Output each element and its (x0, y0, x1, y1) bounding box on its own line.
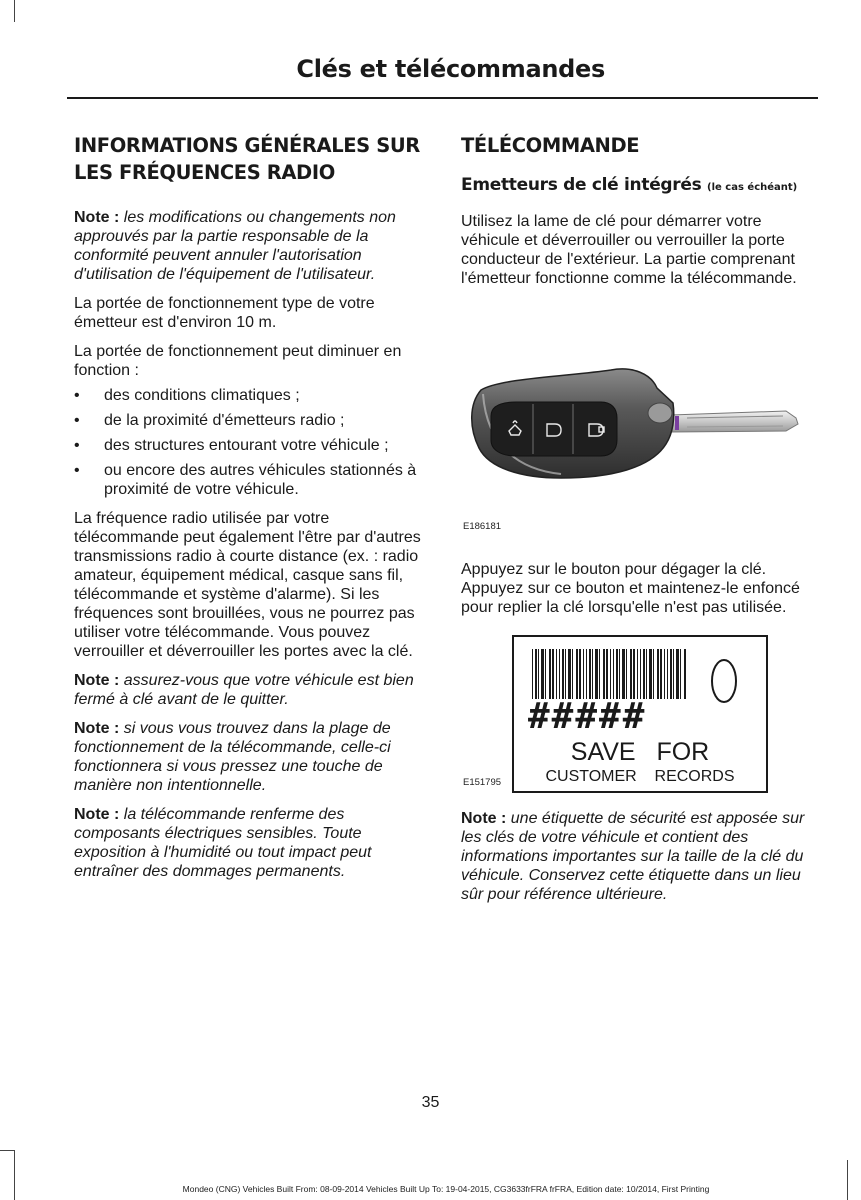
note-unintentional-press (74, 719, 426, 795)
note-text: assurez-vous que votre véhicule est bien fermé à clé avant de le quitter. (74, 672, 414, 708)
title-rule (67, 97, 818, 99)
conditions-list (74, 386, 426, 499)
section-heading-radio: INFORMATIONS GÉNÉRALES SUR LES FRÉQUENCES RADIO (74, 134, 420, 184)
figure-id: E151795 (463, 777, 502, 788)
list-item: • ou encore des autres véhicules stationnés à proximité de votre véhicule. (74, 462, 417, 498)
bullet-icon: • (74, 437, 80, 454)
footer-edition-info: Mondeo (CNG) Vehicles Built From: 08-09-2014 Vehicles Built Up To: 19-04-2015, CG3633frFRA frFRA, Edition date: 10/2014, First Printing (182, 1184, 710, 1194)
note-text: si vous vous trouvez dans la plage de fonctionnement de la télécommande, celle-ci fonctionnera si vous pressez une touche de manière non intentionnelle. (74, 720, 391, 794)
key-fob-body (472, 369, 674, 478)
figure-id: E186181 (463, 521, 502, 532)
subheading-integrated-key: Emetteurs de clé intégrés (le cas échéant) (461, 175, 798, 195)
page-number: 35 (421, 1094, 440, 1111)
note-label: Note : (461, 810, 507, 827)
page-title: Clés et télécommandes (296, 55, 605, 83)
barcode-icon (530, 649, 690, 699)
list-item: • des conditions climatiques ; (74, 387, 300, 404)
key-number-placeholder: ##### (528, 696, 647, 737)
paragraph-key-blade: Utilisez la lame de clé pour démarrer votre véhicule et déverrouiller ou verrouiller la porte conducteur de l'extérieur. La partie comprenant l'émetteur fonctionne comme la télécommande. (461, 213, 797, 287)
crop-mark-bottom-right (847, 1160, 848, 1200)
bullet-icon: • (74, 387, 80, 404)
bullet-icon: • (74, 462, 80, 479)
paragraph-frequency: La fréquence radio utilisée par votre télécommande peut également l'être par d'autres transmissions radio à courte distance (ex. : radio amateur, équipement médical, casque sans fil, télécommande et système d'alarme). Si les fréquences sont brouillées, vous ne pourrez pas utiliser votre télécommande. Vous pouvez verrouiller et déverrouiller les portes avec la clé. (74, 510, 421, 660)
note-label: Note : (74, 672, 120, 689)
security-tag-figure (461, 635, 813, 805)
list-item: • de la proximité d'émetteurs radio ; (74, 412, 345, 429)
section-heading-remote: TÉLÉCOMMANDE (461, 134, 640, 157)
security-tag (512, 635, 768, 793)
tag-save-for: SAVE FOR (570, 738, 710, 766)
tag-customer-records: CUSTOMER RECORDS (545, 768, 735, 785)
note-modifications (74, 208, 426, 284)
list-item: • des structures entourant votre véhicule ; (74, 437, 389, 454)
note-lock-vehicle (74, 671, 426, 709)
note-sensitive-components (74, 805, 426, 881)
note-text: les modifications ou changements non approuvés par la partie responsable de la conformité peuvent annuler l'autorisation d'utilisation de l'équipement de l'utilisateur. (74, 209, 396, 283)
note-label: Note : (74, 209, 120, 226)
note-text: une étiquette de sécurité est apposée sur les clés de votre véhicule et contient des informations importantes sur la taille de la clé du véhicule. Conservez cette étiquette dans un lieu sûr pour référence ultérieure. (461, 810, 805, 903)
crop-mark-bottom-left-h (0, 1150, 14, 1151)
note-label: Note : (74, 720, 120, 737)
paragraph-range-decrease: La portée de fonctionnement peut diminuer en fonction : (74, 343, 402, 379)
note-label: Note : (74, 806, 120, 823)
right-column (461, 132, 813, 914)
flip-key-illustration (461, 298, 813, 548)
note-text: la télécommande renferme des composants électriques sensibles. Toute exposition à l'humidité ou tout impact peut entraîner des dommages permanents. (74, 806, 372, 880)
note-security-tag (461, 809, 813, 904)
paragraph-release-button: Appuyez sur le bouton pour dégager la clé. Appuyez sur ce bouton et maintenez-le enfoncé pour replier la clé lorsqu'elle n'est pas utilisée. (461, 561, 800, 616)
left-column (74, 132, 426, 891)
qualifier: (le cas échéant) (707, 182, 798, 193)
crop-mark-top-left (14, 0, 15, 22)
key-blade (671, 411, 798, 432)
crop-mark-bottom-left (14, 1150, 15, 1200)
paragraph-range: La portée de fonctionnement type de votre émetteur est d'environ 10 m. (74, 295, 375, 331)
bullet-icon: • (74, 412, 80, 429)
key-fob-figure (461, 298, 813, 548)
tag-hole-icon (712, 660, 736, 702)
